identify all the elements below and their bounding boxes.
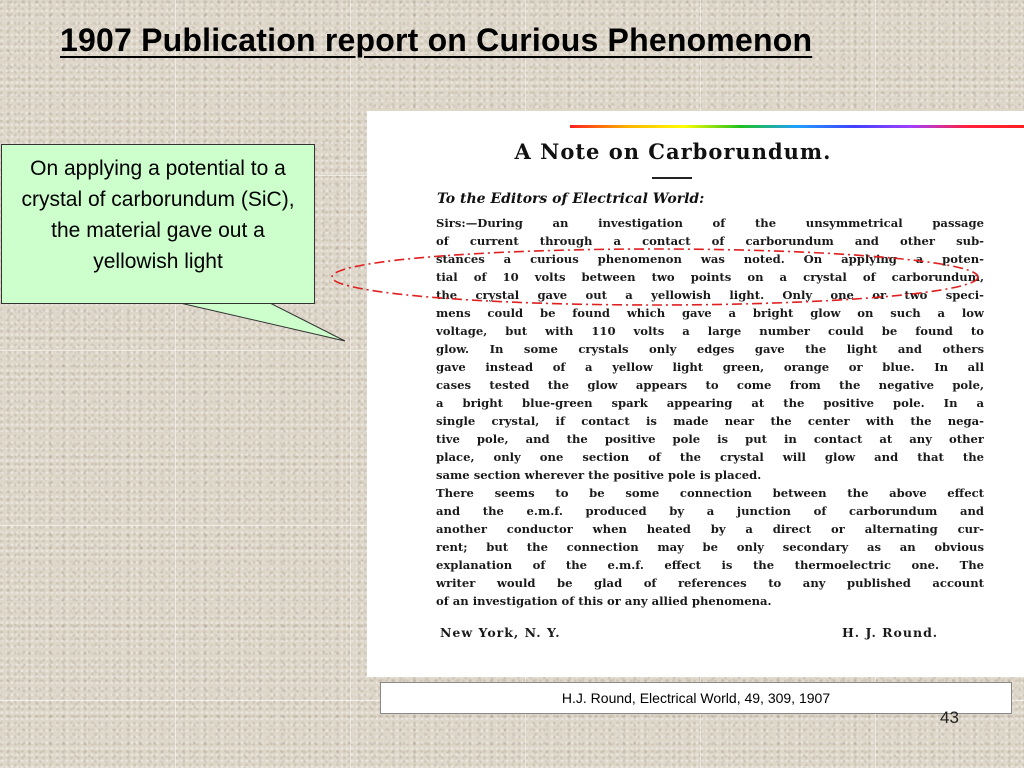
article-line: mens could be found which gave a bright glow on such a low xyxy=(436,306,984,320)
article-line: There seems to be some connection between the above effect xyxy=(436,486,984,500)
scanned-article xyxy=(367,111,1024,677)
callout-box xyxy=(1,144,315,304)
article-line: gave instead of a yellow light green, orange or blue. In all xyxy=(436,360,984,374)
article-line: the crystal gave out a yellowish light. Only one or two speci- xyxy=(436,288,984,302)
decorative-rainbow-line xyxy=(570,125,1024,128)
article-body xyxy=(436,214,984,610)
article-line: glow. In some crystals only edges gave the light and others xyxy=(436,342,984,356)
article-line: voltage, but with 110 volts a large number could be found to xyxy=(436,324,984,338)
article-line: single crystal, if contact is made near the center with the nega- xyxy=(436,414,984,428)
citation-box xyxy=(380,682,1012,714)
article-line: of an investigation of this or any allied phenomena. xyxy=(436,594,772,608)
article-line: explanation of the e.m.f. effect is the thermoelectric one. The xyxy=(436,558,984,572)
article-line: stances a curious phenomenon was noted. On applying a poten- xyxy=(436,252,984,266)
article-line: writer would be glad of references to any published account xyxy=(436,576,984,590)
article-line: rent; but the connection may be only secondary as an obvious xyxy=(436,540,984,554)
article-line: a bright blue-green spark appearing at the positive pole. In a xyxy=(436,396,984,410)
article-line: tial of 10 volts between two points on a crystal of carborundum, xyxy=(436,270,984,284)
article-line: another conductor when heated by a direct or alternating cur- xyxy=(436,522,984,536)
page-number: 43 xyxy=(940,708,959,727)
article-line: and the e.m.f. produced by a junction of carborundum and xyxy=(436,504,984,518)
article-location: New York, N. Y. xyxy=(440,625,561,640)
article-line: cases tested the glow appears to come from the negative pole, xyxy=(436,378,984,392)
citation-text: H.J. Round, Electrical World, 49, 309, 1907 xyxy=(561,690,831,706)
callout-text: On applying a potential to a crystal of carborundum (SiC), the material gave out a yellowish light xyxy=(21,157,295,273)
article-line: of current through a contact of carborundum and other sub- xyxy=(436,234,984,248)
background-grid-line xyxy=(350,0,351,768)
article-author: H. J. Round. xyxy=(842,625,939,640)
title-divider xyxy=(652,177,692,179)
article-title: A Note on Carborundum. xyxy=(514,139,832,164)
article-salutation: To the Editors of Electrical World: xyxy=(437,191,705,207)
slide-title: 1907 Publication report on Curious Phenomenon xyxy=(60,22,813,58)
article-line: place, only one section of the crystal will glow and that the xyxy=(436,450,984,464)
background-grid-line xyxy=(175,0,176,768)
article-line: same section wherever the positive pole is placed. xyxy=(436,468,762,482)
article-line: Sirs:—During an investigation of the unsymmetrical passage xyxy=(436,216,984,230)
article-line: tive pole, and the positive pole is put in contact at any other xyxy=(436,432,984,446)
